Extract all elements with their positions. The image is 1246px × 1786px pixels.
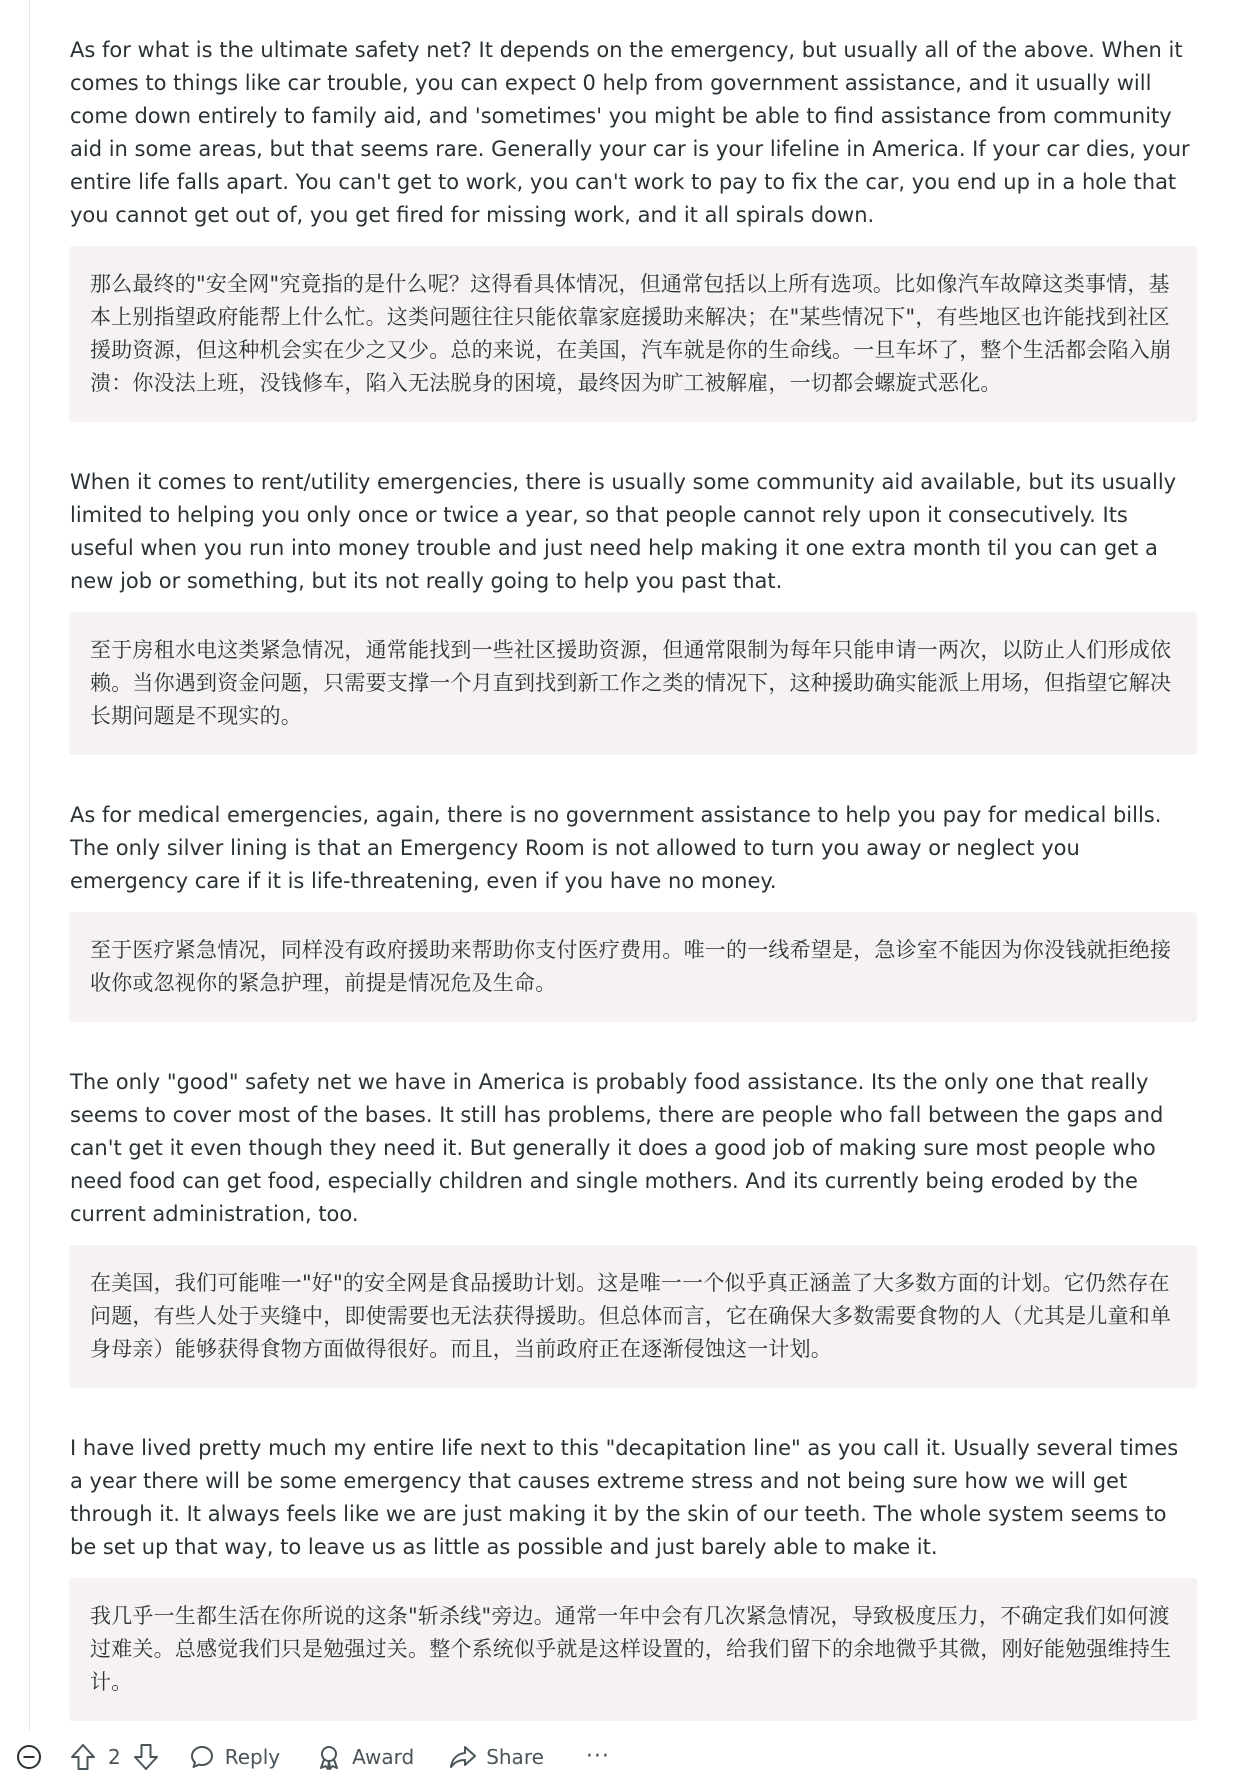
comment-body — [69, 34, 1197, 1721]
translation-block: 在美国，我们可能唯一"好"的安全网是食品援助计划。这是唯一一个似乎真正涵盖了大多数方面的计划。它仍然存在问题，有些人处于夹缝中，即使需要也无法获得援助。但总体而言，它在确保大多数需要食物的人（尤其是儿童和单身母亲）能够获得食物方面做得很好。而且，当前政府正在逐渐侵蚀这一计划。 — [69, 1245, 1197, 1388]
comment-paragraph: The only "good" safety net we have in America is probably food assistance. Its the only one that really seems to cover most of the bases. It still has problems, there are people who fall between the gaps and can't get it even though they need it. But generally it does a good job of making sure most people who need food can get food, especially children and single mothers. And its currently being eroded by the current administration, too. — [70, 1070, 1164, 1226]
share-button[interactable] — [448, 1742, 544, 1772]
vote-count: 2 — [108, 1745, 121, 1769]
comment-paragraph: When it comes to rent/utility emergencies, there is usually some community aid available, but its usually limited to helping you only once or twice a year, so that people cannot rely upon it consecutively. Its useful when you run into money trouble and just need help making it one extra month til you can get a new job or something, but its not really going to help you past that. — [70, 470, 1177, 593]
upvote-arrow-icon — [70, 1743, 96, 1771]
comment-paragraph: As for medical emergencies, again, there is no government assistance to help you pay for medical bills. The only silver lining is that an Emergency Room is not allowed to turn you away or neglect you emergency care if it is life-threatening, even if you have no money. — [70, 803, 1162, 893]
upvote-button[interactable] — [68, 1742, 98, 1772]
comment-action-bar — [14, 1733, 610, 1781]
translation-block: 至于房租水电这类紧急情况，通常能找到一些社区援助资源，但通常限制为每年只能申请一两次，以防止人们形成依赖。当你遇到资金问题，只需要支撑一个月直到找到新工作之类的情况下，这种援助确实能派上用场，但指望它解决长期问题是不现实的。 — [69, 612, 1197, 755]
downvote-arrow-icon — [133, 1743, 159, 1771]
reply-label: Reply — [224, 1745, 281, 1769]
translation-block: 我几乎一生都生活在你所说的这条"斩杀线"旁边。通常一年中会有几次紧急情况，导致极度压力，不确定我们如何渡过难关。总感觉我们只是勉强过关。整个系统似乎就是这样设置的，给我们留下的余地微乎其微，刚好能勉强维持生计。 — [69, 1578, 1197, 1721]
comment-paragraph: I have lived pretty much my entire life next to this "decapitation line" as you call it. Usually several times a year there will be some emergency that causes extreme stress and not being sure how we will get through it. It always feels like we are just making it by the skin of our teeth. The whole system seems to be set up that way, to leave us as little as possible and just barely able to make it. — [70, 1436, 1179, 1559]
minus-circle-icon — [16, 1744, 42, 1770]
downvote-button[interactable] — [131, 1742, 161, 1772]
reply-button[interactable] — [187, 1742, 280, 1772]
collapse-thread-button[interactable] — [14, 1742, 44, 1772]
more-options-button[interactable]: ··· — [585, 1744, 610, 1769]
award-label: Award — [352, 1745, 415, 1769]
award-button[interactable] — [314, 1742, 414, 1772]
vote-group — [68, 1742, 161, 1772]
comment-paragraph: As for what is the ultimate safety net? It depends on the emergency, but usually all of the above. When it comes to things like car trouble, you can expect 0 help from government assistance, and it usually will come down entirely to family aid, and 'sometimes' you might be able to find assistance from community aid in some areas, but that seems rare. Generally your car is your lifeline in America. If your car dies, your entire life falls apart. You can't get to work, you can't work to pay to fix the car, you end up in a hole that you cannot get out of, you get fired for missing work, and it all spirals down. — [70, 38, 1190, 227]
speech-bubble-icon — [189, 1744, 215, 1770]
translation-block: 至于医疗紧急情况，同样没有政府援助来帮助你支付医疗费用。唯一的一线希望是，急诊室不能因为你没钱就拒绝接收你或忽视你的紧急护理，前提是情况危及生命。 — [69, 912, 1197, 1022]
share-arrow-icon — [449, 1744, 477, 1770]
share-label: Share — [486, 1745, 544, 1769]
award-ribbon-icon — [316, 1744, 342, 1770]
translation-block: 那么最终的"安全网"究竟指的是什么呢？这得看具体情况，但通常包括以上所有选项。比如像汽车故障这类事情，基本上别指望政府能帮上什么忙。这类问题往往只能依靠家庭援助来解决；在"某些情况下"，有些地区也许能找到社区援助资源，但这种机会实在少之又少。总的来说，在美国，汽车就是你的生命线。一旦车坏了，整个生活都会陷入崩溃：你没法上班，没钱修车，陷入无法脱身的困境，最终因为旷工被解雇，一切都会螺旋式恶化。 — [69, 246, 1197, 422]
thread-line — [29, 0, 30, 1730]
